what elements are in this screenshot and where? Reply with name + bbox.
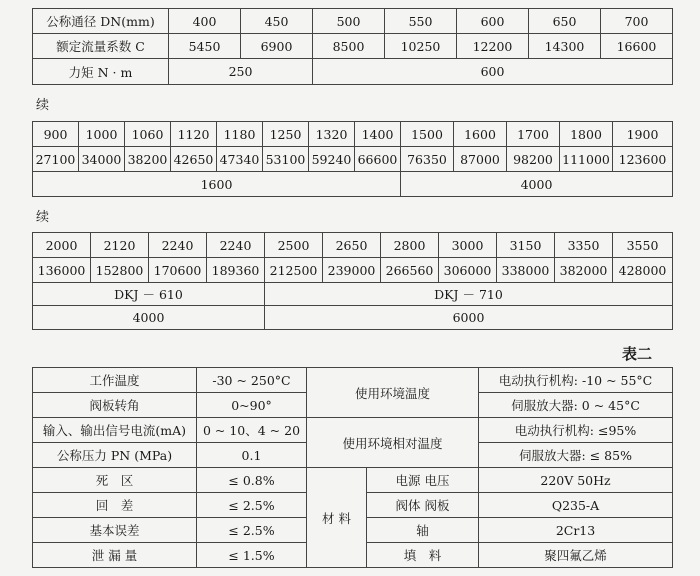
param-label: 回 差	[33, 493, 197, 518]
env-value: 伺服放大器: ≤ 85%	[479, 443, 673, 468]
param-label: 死 区	[33, 468, 197, 493]
dn-cell: 450	[241, 9, 313, 34]
material-part: 填 料	[367, 543, 479, 568]
continued-label: 续	[36, 210, 50, 225]
material-part: 阀体 阀板	[367, 493, 479, 518]
material-part: 电源 电压	[367, 468, 479, 493]
model-cell: DKJ － 610	[33, 283, 265, 306]
c-cell: 14300	[529, 34, 601, 59]
param-value: -30 ~ 250°C	[197, 368, 307, 393]
torque-cell: 4000	[33, 306, 265, 330]
c-cell: 5450	[169, 34, 241, 59]
dn-cell: 2240	[149, 233, 207, 258]
c-cell: 8500	[313, 34, 385, 59]
dn-cell: 1060	[125, 122, 171, 147]
c-cell: 123600	[613, 147, 673, 172]
env-temp-label: 使用环境温度	[307, 368, 479, 418]
param-label: 阀板转角	[33, 393, 197, 418]
dn-cell: 600	[457, 9, 529, 34]
torque-cell: 4000	[401, 172, 673, 197]
c-cell: 111000	[560, 147, 613, 172]
material-value: Q235-A	[479, 493, 673, 518]
dn-cell: 3350	[555, 233, 613, 258]
dn-cell: 2000	[33, 233, 91, 258]
param-label: 工作温度	[33, 368, 197, 393]
env-value: 电动执行机构: ≤95%	[479, 418, 673, 443]
env-value: 伺服放大器: 0 ~ 45°C	[479, 393, 673, 418]
dn-cell: 1250	[263, 122, 309, 147]
c-cell: 212500	[265, 258, 323, 283]
dn-cell: 400	[169, 9, 241, 34]
param-value: 0~90°	[197, 393, 307, 418]
dn-cell: 1500	[401, 122, 454, 147]
dn-cell: 2500	[265, 233, 323, 258]
spec-table-3	[32, 232, 673, 330]
torque-cell: 1600	[33, 172, 401, 197]
dn-cell: 3000	[439, 233, 497, 258]
dn-cell: 500	[313, 9, 385, 34]
c-cell: 66600	[355, 147, 401, 172]
param-value: ≤ 1.5%	[197, 543, 307, 568]
c-cell: 76350	[401, 147, 454, 172]
param-value: 0.1	[197, 443, 307, 468]
torque-cell: 6000	[265, 306, 673, 330]
param-label: 泄 漏 量	[33, 543, 197, 568]
dn-cell: 2650	[323, 233, 381, 258]
c-cell: 38200	[125, 147, 171, 172]
env-humidity-label: 使用环境相对温度	[307, 418, 479, 468]
c-cell: 10250	[385, 34, 457, 59]
env-value: 电动执行机构: -10 ~ 55°C	[479, 368, 673, 393]
c-cell: 239000	[323, 258, 381, 283]
spec-table-2	[32, 121, 673, 197]
c-cell: 34000	[79, 147, 125, 172]
dn-cell: 1320	[309, 122, 355, 147]
dn-cell: 2120	[91, 233, 149, 258]
param-value: ≤ 2.5%	[197, 518, 307, 543]
material-value: 220V 50Hz	[479, 468, 673, 493]
c-cell: 12200	[457, 34, 529, 59]
c-cell: 27100	[33, 147, 79, 172]
dn-cell: 2800	[381, 233, 439, 258]
c-cell: 16600	[601, 34, 673, 59]
dn-cell: 1900	[613, 122, 673, 147]
table-2-title: 表二	[622, 345, 653, 363]
param-value: ≤ 2.5%	[197, 493, 307, 518]
c-cell: 87000	[454, 147, 507, 172]
dn-cell: 3550	[613, 233, 673, 258]
material-value: 聚四氟乙烯	[479, 543, 673, 568]
continued-label: 续	[36, 98, 50, 113]
c-label: 额定流量系数 C	[33, 34, 169, 59]
c-cell: 338000	[497, 258, 555, 283]
dn-cell: 3150	[497, 233, 555, 258]
dn-cell: 2240	[207, 233, 265, 258]
param-value: ≤ 0.8%	[197, 468, 307, 493]
dn-cell: 1600	[454, 122, 507, 147]
dn-cell: 900	[33, 122, 79, 147]
dn-cell: 550	[385, 9, 457, 34]
c-cell: 306000	[439, 258, 497, 283]
c-cell: 47340	[217, 147, 263, 172]
c-cell: 152800	[91, 258, 149, 283]
param-value: 0 ~ 10、4 ~ 20	[197, 418, 307, 443]
spec-table-4	[32, 367, 673, 568]
material-part: 轴	[367, 518, 479, 543]
c-cell: 6900	[241, 34, 313, 59]
dn-cell: 1180	[217, 122, 263, 147]
material-value: 2Cr13	[479, 518, 673, 543]
c-cell: 428000	[613, 258, 673, 283]
c-cell: 59240	[309, 147, 355, 172]
dn-cell: 1400	[355, 122, 401, 147]
torque-label: 力矩 N · m	[33, 59, 169, 85]
torque-cell: 250	[169, 59, 313, 85]
dn-cell: 1120	[171, 122, 217, 147]
dn-cell: 1700	[507, 122, 560, 147]
c-cell: 98200	[507, 147, 560, 172]
dn-cell: 1000	[79, 122, 125, 147]
c-cell: 189360	[207, 258, 265, 283]
c-cell: 382000	[555, 258, 613, 283]
param-label: 输入、输出信号电流(mA)	[33, 418, 197, 443]
c-cell: 266560	[381, 258, 439, 283]
spec-table-1	[32, 8, 673, 85]
c-cell: 170600	[149, 258, 207, 283]
c-cell: 53100	[263, 147, 309, 172]
torque-cell: 600	[313, 59, 673, 85]
material-label: 材 料	[307, 468, 367, 568]
model-cell: DKJ － 710	[265, 283, 673, 306]
c-cell: 42650	[171, 147, 217, 172]
dn-cell: 700	[601, 9, 673, 34]
c-cell: 136000	[33, 258, 91, 283]
param-label: 基本误差	[33, 518, 197, 543]
dn-cell: 650	[529, 9, 601, 34]
dn-label: 公称通径 DN(mm)	[33, 9, 169, 34]
param-label: 公称压力 PN (MPa)	[33, 443, 197, 468]
dn-cell: 1800	[560, 122, 613, 147]
